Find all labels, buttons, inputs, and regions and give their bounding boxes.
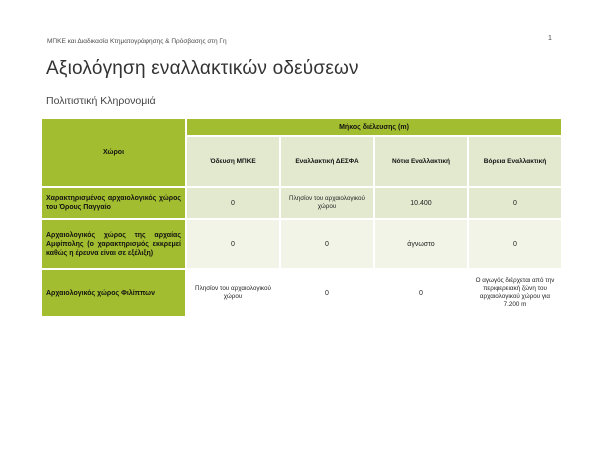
- table-cell: 0: [186, 219, 280, 269]
- table-cell: 0: [468, 187, 562, 219]
- table-cell: 0: [374, 269, 468, 317]
- row-label: Αρχαιολογικός χώρος της αρχαίας Αμφίπολης (ο χαρακτηρισμός εκκρεμεί καθώς η έρευνα είναι σε εξέλιξη): [41, 219, 186, 269]
- table-cell: Ο αγωγός διέρχεται από την περιφερειακή ζώνη του αρχαιολογικού χώρου για 7.200 m: [468, 269, 562, 317]
- column-header: Νότια Εναλλακτική: [374, 136, 468, 187]
- column-header: Εναλλακτική ΔΕΣΦΑ: [280, 136, 374, 187]
- page-subtitle: Πολιτιστική Κληρονομιά: [46, 95, 156, 107]
- table-row: [41, 269, 562, 317]
- page-number: 1: [548, 35, 552, 42]
- comparison-table: [40, 117, 563, 318]
- table-cell: 0: [468, 219, 562, 269]
- column-header: Βόρεια Εναλλακτική: [468, 136, 562, 187]
- table-cell: 10.400: [374, 187, 468, 219]
- table-cell: 0: [186, 187, 280, 219]
- row-label: Χαρακτηρισμένος αρχαιολογικός χώρος του Όρους Παγγαίο: [41, 187, 186, 219]
- table-cell: 0: [280, 269, 374, 317]
- table-cell: 0: [280, 219, 374, 269]
- table-row: [41, 187, 562, 219]
- slide-header: ΜΠΚΕ και Διαδικασία Κτηματογράφησης & Πρόσβασης στη Γη: [47, 38, 227, 45]
- table-cell: άγνωστο: [374, 219, 468, 269]
- span-header-cell: Μήκος διέλευσης (m): [186, 118, 562, 136]
- column-header: Όδευση ΜΠΚΕ: [186, 136, 280, 187]
- row-label: Αρχαιολογικός χώρος Φιλίππων: [41, 269, 186, 317]
- table-cell: Πλησίον του αρχαιολογικού χώρου: [280, 187, 374, 219]
- page-title: Αξιολόγηση εναλλακτικών οδεύσεων: [46, 58, 359, 79]
- table-cell: Πλησίον του αρχαιολογικού χώρου: [186, 269, 280, 317]
- row-header-cell: Χώροι: [41, 118, 186, 187]
- table-row: [41, 219, 562, 269]
